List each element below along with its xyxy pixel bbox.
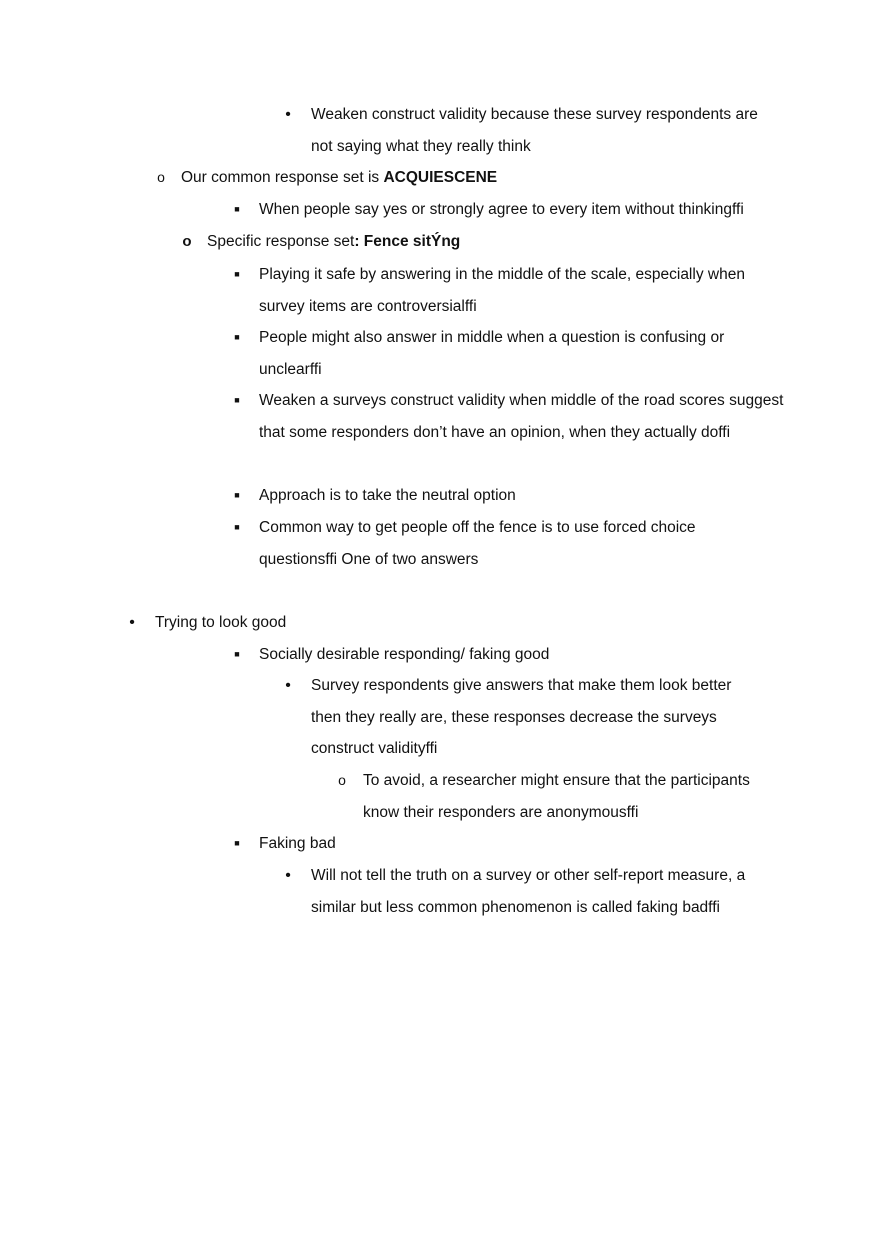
list-item-text: Survey respondents give answers that make them look better then they really are, these responses decrease the surveys construct validityffi xyxy=(311,677,732,757)
list-item xyxy=(181,162,781,194)
list-item xyxy=(363,765,773,828)
list-item-text: Our common response set is xyxy=(181,169,384,186)
circle-bullet-marker: o xyxy=(157,169,165,185)
list-item-text: When people say yes or strongly agree to every item without thinkingffi xyxy=(259,201,744,218)
list-item xyxy=(259,259,779,322)
list-item xyxy=(259,194,789,226)
list-item xyxy=(259,639,779,671)
bullet-marker: • xyxy=(285,677,291,694)
list-item-text: Specific response set xyxy=(207,233,355,250)
square-bullet-marker: ■ xyxy=(234,269,240,279)
list-item-text: Weaken a surveys construct validity when middle of the road scores suggest that some responders don’t have an opinion, when they actually doffi xyxy=(259,392,784,441)
square-bullet-marker: ■ xyxy=(234,332,240,342)
square-bullet-marker: ■ xyxy=(234,204,240,214)
bullet-marker: • xyxy=(285,106,291,123)
list-item xyxy=(311,860,781,923)
bullet-marker: • xyxy=(285,867,291,884)
list-item xyxy=(311,99,781,162)
bullet-marker: • xyxy=(129,614,135,631)
list-item-text: Will not tell the truth on a survey or other self-report measure, a similar but less common phenomenon is called faking badffi xyxy=(311,867,746,916)
list-item xyxy=(259,512,729,575)
square-bullet-marker: ■ xyxy=(234,649,240,659)
list-item-text: Approach is to take the neutral option xyxy=(259,487,516,504)
square-bullet-marker: ■ xyxy=(234,522,240,532)
list-item-bold-text: ACQUIESCENE xyxy=(383,169,498,186)
square-bullet-marker: ■ xyxy=(234,395,240,405)
list-item xyxy=(259,322,749,385)
list-item-text: People might also answer in middle when a question is confusing or unclearffi xyxy=(259,329,725,378)
circle-bullet-marker: o xyxy=(338,772,346,788)
list-item-text: Faking bad xyxy=(259,835,336,852)
square-bullet-marker: ■ xyxy=(234,838,240,848)
list-item-bold-text: : Fence sitÝng xyxy=(354,233,461,250)
list-item-text: Socially desirable responding/ faking good xyxy=(259,646,550,663)
list-item xyxy=(259,480,779,512)
list-item-text: Trying to look good xyxy=(155,614,287,631)
list-item-text: To avoid, a researcher might ensure that the participants know their responders are anonymousffi xyxy=(363,772,750,821)
list-item xyxy=(207,226,777,258)
list-item xyxy=(155,607,775,639)
list-item-text: Playing it safe by answering in the middle of the scale, especially when survey items are controversialffi xyxy=(259,266,745,315)
list-item xyxy=(259,385,784,448)
list-item-text: Weaken construct validity because these survey respondents are not saying what they really think xyxy=(311,106,758,155)
list-item xyxy=(259,828,779,860)
square-bullet-marker: ■ xyxy=(234,490,240,500)
list-item xyxy=(311,670,751,765)
circle-bullet-marker: o xyxy=(182,233,192,250)
list-item-text: Common way to get people off the fence is to use forced choice questionsffi One of two answers xyxy=(259,519,696,568)
